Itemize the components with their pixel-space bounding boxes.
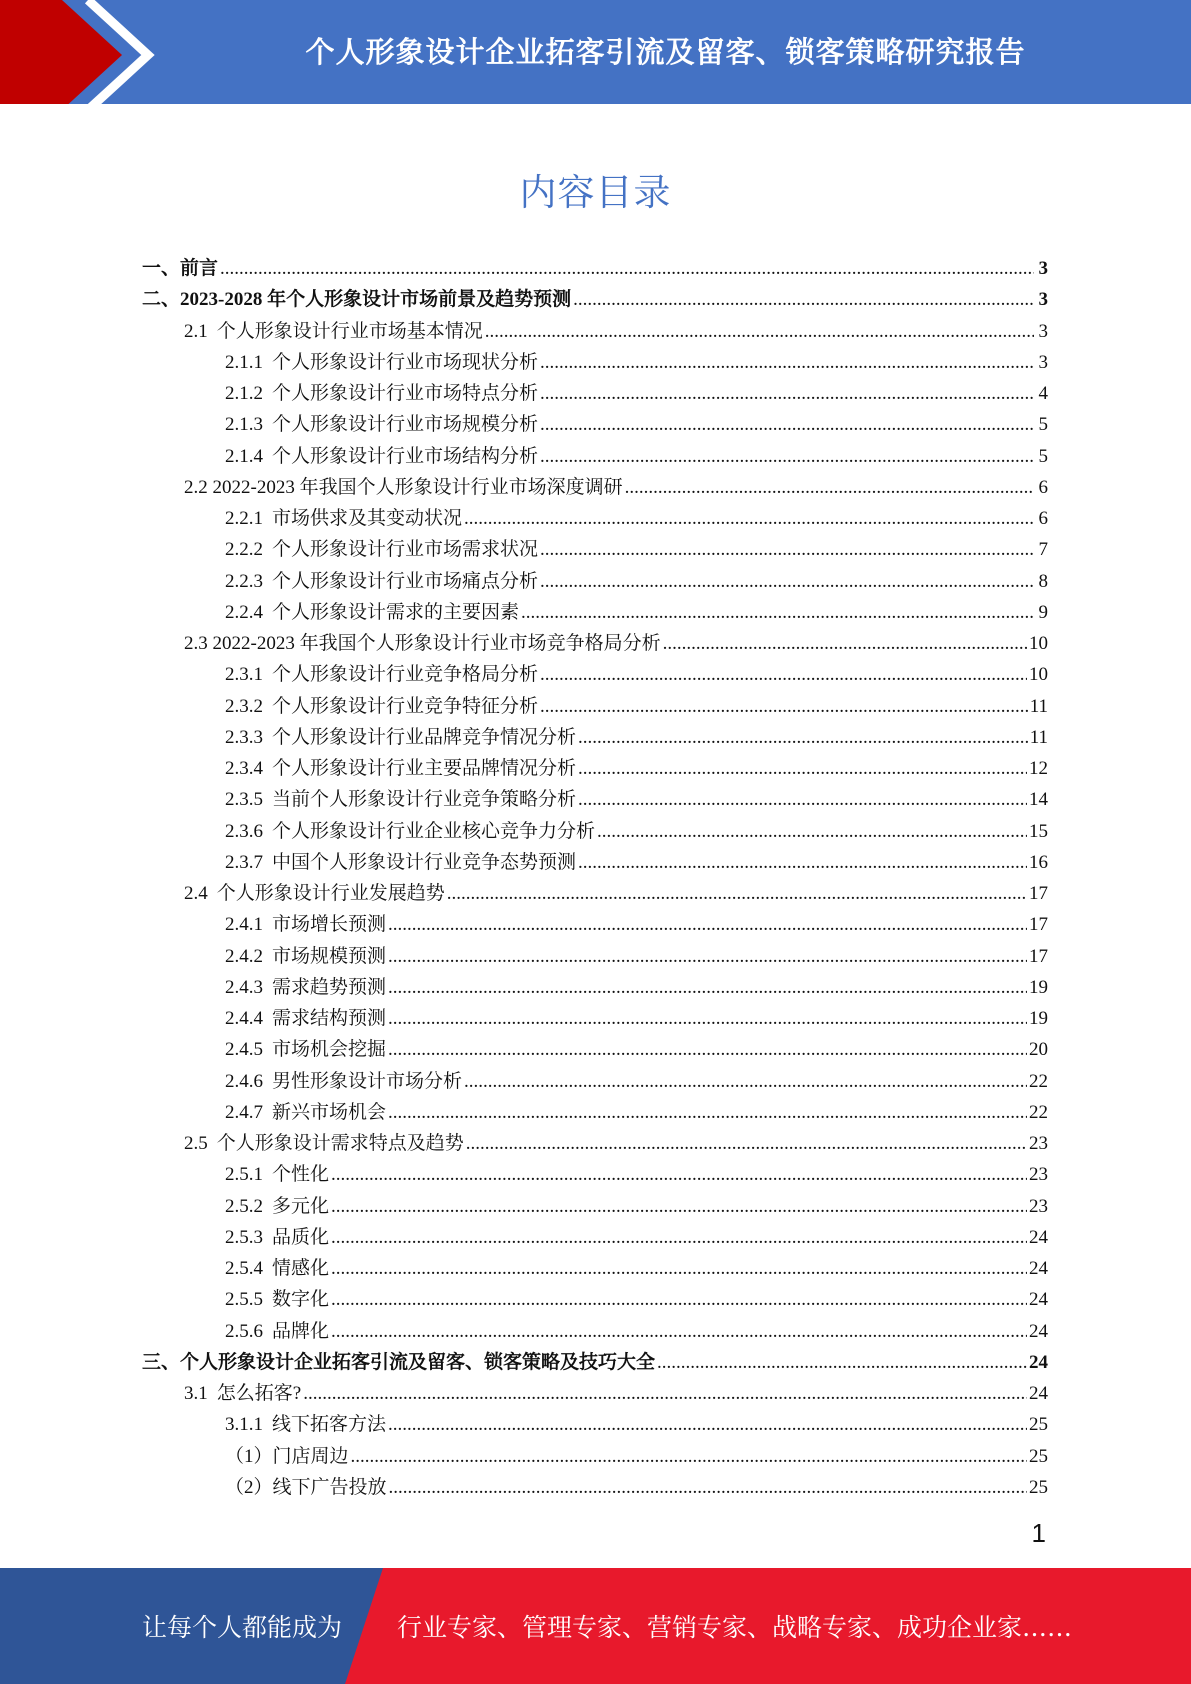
toc-entry-page: 9: [1038, 601, 1048, 623]
toc-dot-leader: [388, 1003, 1027, 1034]
toc-entry-number: 2.4.6: [225, 1070, 263, 1092]
toc-entry[interactable]: [142, 816, 1048, 847]
toc-entry[interactable]: [142, 722, 1048, 753]
toc-entry-page: 24: [1029, 1383, 1048, 1404]
toc-entry[interactable]: [142, 597, 1048, 628]
page-number: 1: [1031, 1518, 1046, 1548]
toc-entry[interactable]: [142, 1128, 1048, 1159]
toc-dot-leader: [540, 409, 1034, 440]
toc-dot-leader: [573, 284, 1034, 315]
toc-dot-leader: [388, 909, 1027, 940]
toc-entry-page: 25: [1029, 1414, 1048, 1436]
toc-entry-page: 17: [1029, 883, 1048, 904]
toc-dot-leader: [578, 784, 1027, 815]
toc-entry[interactable]: [142, 1409, 1048, 1440]
toc-entry-title: 2.3 2022-2023 年我国个人形象设计行业市场竞争格局分析: [184, 633, 661, 654]
toc-entry-page: 10: [1029, 664, 1048, 686]
toc-entry-page: 11: [1029, 695, 1048, 717]
toc-dot-leader: [485, 316, 1034, 347]
toc-entry-page: 23: [1029, 1164, 1048, 1186]
toc-entry-title: 个人形象设计行业市场结构分析: [272, 445, 539, 467]
toc-entry-number: 2.3.1: [225, 664, 263, 686]
toc-entry-page: 6: [1038, 476, 1048, 498]
toc-entry-number: 2.1.1: [225, 351, 263, 373]
toc-entry[interactable]: [142, 1066, 1048, 1097]
toc-entry-title: 个人形象设计行业企业核心竞争力分析: [272, 820, 596, 842]
page-footer: [0, 1568, 1191, 1684]
toc-entry-number: 2.3.6: [225, 820, 263, 842]
toc-entry[interactable]: [142, 253, 1048, 284]
toc-entry-number: 2.3.4: [225, 758, 263, 779]
toc-entry[interactable]: [142, 1253, 1048, 1284]
toc-entry-number: 2.2.2: [225, 539, 263, 561]
toc-entry-number: 2.2.4: [225, 601, 263, 623]
toc-dot-leader: [521, 597, 1034, 628]
toc-entry-title: 个人形象设计需求特点及趋势: [216, 1133, 464, 1154]
toc-dot-leader: [466, 1128, 1027, 1159]
toc-entry-number: 2.3.5: [225, 789, 263, 811]
toc-dot-leader: [388, 1409, 1027, 1440]
toc-dot-leader: [578, 722, 1028, 753]
toc-entry-page: 3: [1038, 320, 1048, 342]
toc-entry-page: 23: [1029, 1195, 1048, 1217]
toc-entry-page: 23: [1029, 1133, 1048, 1154]
toc-entry[interactable]: [142, 1441, 1048, 1472]
toc-entry[interactable]: [142, 472, 1048, 503]
toc-dot-leader: [351, 1441, 1027, 1472]
toc-entry-page: 12: [1029, 758, 1048, 779]
toc-dot-leader: [220, 253, 1034, 284]
toc-entry-title: 当前个人形象设计行业竞争策略分析: [272, 789, 577, 811]
toc-entry-page: 7: [1038, 539, 1048, 561]
toc-dot-leader: [540, 378, 1034, 409]
toc-entry[interactable]: [142, 1003, 1048, 1034]
toc-dot-leader: [388, 941, 1027, 972]
toc-dot-leader: [303, 1378, 1027, 1409]
toc-entry-title: 中国个人形象设计行业竞争态势预测: [272, 851, 577, 873]
toc-entry[interactable]: [142, 909, 1048, 940]
toc-entry-page: 19: [1029, 1008, 1048, 1029]
toc-dot-leader: [447, 878, 1027, 909]
toc-dot-leader: [663, 628, 1027, 659]
toc-entry[interactable]: [142, 753, 1048, 784]
toc-entry[interactable]: [142, 941, 1048, 972]
toc-entry[interactable]: [142, 1378, 1048, 1409]
toc-entry-title: 品牌化: [272, 1320, 330, 1342]
toc-dot-leader: [540, 347, 1034, 378]
toc-entry-number: 2.1: [184, 320, 208, 342]
toc-entry-number: 2.5.3: [225, 1226, 263, 1248]
toc-entry-number: 2.4.5: [225, 1039, 263, 1061]
toc-entry[interactable]: [142, 628, 1048, 659]
toc-entry-number: 2.5.6: [225, 1320, 263, 1342]
toc-entry-title: 个人形象设计行业市场需求状况: [272, 539, 539, 561]
toc-entry[interactable]: [142, 1316, 1048, 1347]
toc-entry[interactable]: [142, 316, 1048, 347]
toc-entry-page: 22: [1029, 1101, 1048, 1123]
toc-dot-leader: [389, 1472, 1027, 1503]
toc-entry-page: 11: [1029, 726, 1048, 748]
toc-entry-page: 3: [1038, 258, 1048, 279]
toc-entry-title: （2）线下广告投放: [225, 1476, 387, 1498]
toc-entry-number: 2.1.2: [225, 383, 263, 404]
toc-entry[interactable]: [142, 1097, 1048, 1128]
toc-entry-page: 3: [1038, 351, 1048, 373]
toc-entry-title: 市场规模预测: [272, 945, 387, 967]
toc-entry[interactable]: [142, 1191, 1048, 1222]
toc-entry-page: 24: [1029, 1226, 1048, 1248]
toc-entry-page: 10: [1029, 633, 1048, 654]
toc-entry-title: 一、前言: [142, 258, 219, 279]
toc-entry-title: 个人形象设计行业市场规模分析: [272, 414, 539, 436]
toc-entry-title: 二、2023-2028 年个人形象设计市场前景及趋势预测: [142, 289, 572, 311]
toc-entry[interactable]: [142, 347, 1048, 378]
toc-entry-title: 市场增长预测: [272, 914, 387, 936]
toc-entry-page: 24: [1029, 1258, 1048, 1279]
toc-entry[interactable]: [142, 284, 1048, 315]
toc-dot-leader: [331, 1159, 1027, 1190]
toc-entry-page: 17: [1029, 914, 1048, 936]
toc-entry-number: 2.5.5: [225, 1289, 263, 1311]
toc-entry-title: 个人形象设计行业市场痛点分析: [272, 570, 539, 592]
toc-dot-leader: [331, 1253, 1027, 1284]
toc-entry-title: 个人形象设计行业市场现状分析: [272, 351, 539, 373]
toc-entry-number: 2.4: [184, 883, 208, 904]
toc-entry-number: 2.3.3: [225, 726, 263, 748]
toc-entry[interactable]: [142, 878, 1048, 909]
toc-entry-number: 2.3.2: [225, 695, 263, 717]
toc-entry-page: 22: [1029, 1070, 1048, 1092]
toc-entry-page: 25: [1029, 1445, 1048, 1467]
toc-entry-page: 4: [1038, 383, 1048, 404]
toc-entry-title: 品质化: [272, 1226, 330, 1248]
toc-entry-page: 5: [1038, 414, 1048, 436]
toc-dot-leader: [625, 472, 1034, 503]
toc-entry-title: 数字化: [272, 1289, 330, 1311]
toc-entry-page: 19: [1029, 976, 1048, 998]
toc-dot-leader: [331, 1191, 1027, 1222]
toc-entry-number: 2.1.4: [225, 445, 263, 467]
toc-entry-title: 个人形象设计行业品牌竞争情况分析: [272, 726, 577, 748]
toc-entry-number: 2.1.3: [225, 414, 263, 436]
toc-entry-title: 市场供求及其变动状况: [272, 508, 463, 529]
toc-entry[interactable]: [142, 847, 1048, 878]
toc-dot-leader: [464, 1066, 1027, 1097]
toc-entry-page: 6: [1038, 508, 1048, 529]
toc-entry-title: 三、个人形象设计企业拓客引流及留客、锁客策略及技巧大全: [142, 1351, 656, 1373]
toc-dot-leader: [388, 1034, 1027, 1065]
toc-entry-number: 2.5.4: [225, 1258, 263, 1279]
toc-entry[interactable]: [142, 1472, 1048, 1503]
toc-entry[interactable]: [142, 972, 1048, 1003]
toc-entry-title: 男性形象设计市场分析: [272, 1070, 463, 1092]
toc-entry-page: 16: [1029, 851, 1048, 873]
header-title: 个人形象设计企业拓客引流及留客、锁客策略研究报告: [305, 34, 1026, 69]
toc-entry[interactable]: [142, 784, 1048, 815]
toc-entry-number: 3.1: [184, 1383, 208, 1404]
toc-dot-leader: [540, 441, 1034, 472]
toc-dot-leader: [331, 1284, 1027, 1315]
toc-entry-page: 24: [1029, 1351, 1048, 1373]
toc-dot-leader: [540, 659, 1027, 690]
toc-entry-number: 2.5: [184, 1133, 208, 1154]
toc-entry-page: 15: [1029, 820, 1048, 842]
toc-entry[interactable]: [142, 1159, 1048, 1190]
toc-entry-number: 2.4.7: [225, 1101, 263, 1123]
toc-entry-number: 2.2.3: [225, 570, 263, 592]
toc-dot-leader: [597, 816, 1027, 847]
toc-dot-leader: [578, 847, 1027, 878]
toc-entry[interactable]: [142, 1347, 1048, 1378]
toc-entry[interactable]: [142, 409, 1048, 440]
toc-entry-page: 3: [1038, 289, 1048, 311]
toc-entry-title: 个性化: [272, 1164, 330, 1186]
toc-entry-title: 个人形象设计行业发展趋势: [216, 883, 445, 904]
toc-entry[interactable]: [142, 1034, 1048, 1065]
toc-dot-leader: [540, 534, 1034, 565]
toc-entry-number: 2.4.1: [225, 914, 263, 936]
toc-entry-title: 个人形象设计行业主要品牌情况分析: [272, 758, 577, 779]
toc-entry-title: 新兴市场机会: [272, 1101, 387, 1123]
toc-entry-page: 8: [1038, 570, 1048, 592]
toc-entry-page: 25: [1029, 1476, 1048, 1498]
toc-entry-page: 17: [1029, 945, 1048, 967]
toc-entry-title: 需求趋势预测: [272, 976, 387, 998]
toc-entry[interactable]: [142, 534, 1048, 565]
toc-entry-page: 14: [1029, 789, 1048, 811]
toc-dot-leader: [657, 1347, 1027, 1378]
page-header: [0, 0, 1191, 110]
table-of-contents: [142, 253, 1048, 1503]
toc-entry-page: 20: [1029, 1039, 1048, 1061]
toc-entry-title: 个人形象设计行业竞争特征分析: [272, 695, 539, 717]
toc-entry[interactable]: [142, 441, 1048, 472]
toc-entry-number: 2.4.4: [225, 1008, 263, 1029]
toc-entry-title: 线下拓客方法: [272, 1414, 387, 1436]
toc-entry[interactable]: [142, 503, 1048, 534]
toc-entry-title: 个人形象设计行业市场基本情况: [216, 320, 483, 342]
toc-entry[interactable]: [142, 566, 1048, 597]
toc-entry-number: 2.5.2: [225, 1195, 263, 1217]
toc-entry-title: 怎么拓客?: [216, 1383, 302, 1404]
toc-entry-title: 多元化: [272, 1195, 330, 1217]
toc-entry[interactable]: [142, 378, 1048, 409]
toc-entry[interactable]: [142, 1284, 1048, 1315]
toc-entry-title: （1）门店周边: [225, 1445, 349, 1467]
toc-entry-title: 市场机会挖掘: [272, 1039, 387, 1061]
toc-entry-number: 2.5.1: [225, 1164, 263, 1186]
toc-dot-leader: [331, 1222, 1027, 1253]
toc-entry-title: 情感化: [272, 1258, 330, 1279]
toc-entry-number: 2.4.2: [225, 945, 263, 967]
toc-dot-leader: [464, 503, 1034, 534]
footer-slogan-right: 行业专家、管理专家、营销专家、战略专家、成功企业家……: [397, 1613, 1073, 1642]
toc-dot-leader: [388, 1097, 1027, 1128]
toc-entry-number: 2.2.1: [225, 508, 263, 529]
toc-title: 内容目录: [519, 171, 672, 214]
toc-entry[interactable]: [142, 659, 1048, 690]
toc-entry-title: 个人形象设计行业市场特点分析: [272, 383, 539, 404]
toc-entry-number: 2.3.7: [225, 851, 263, 873]
toc-entry-title: 2.2 2022-2023 年我国个人形象设计行业市场深度调研: [184, 476, 623, 498]
toc-entry-title: 个人形象设计行业竞争格局分析: [272, 664, 539, 686]
toc-entry-number: 3.1.1: [225, 1414, 263, 1436]
toc-entry-title: 需求结构预测: [272, 1008, 387, 1029]
toc-entry-title: 个人形象设计需求的主要因素: [272, 601, 520, 623]
toc-entry-page: 24: [1029, 1289, 1048, 1311]
toc-entry-number: 2.4.3: [225, 976, 263, 998]
toc-dot-leader: [540, 691, 1028, 722]
toc-entry[interactable]: [142, 1222, 1048, 1253]
toc-entry-page: 5: [1038, 445, 1048, 467]
toc-entry[interactable]: [142, 691, 1048, 722]
toc-dot-leader: [388, 972, 1027, 1003]
footer-slogan-left: 让每个人都能成为: [142, 1613, 343, 1642]
toc-entry-page: 24: [1029, 1320, 1048, 1342]
toc-dot-leader: [540, 566, 1034, 597]
toc-dot-leader: [331, 1316, 1027, 1347]
toc-dot-leader: [578, 753, 1027, 784]
